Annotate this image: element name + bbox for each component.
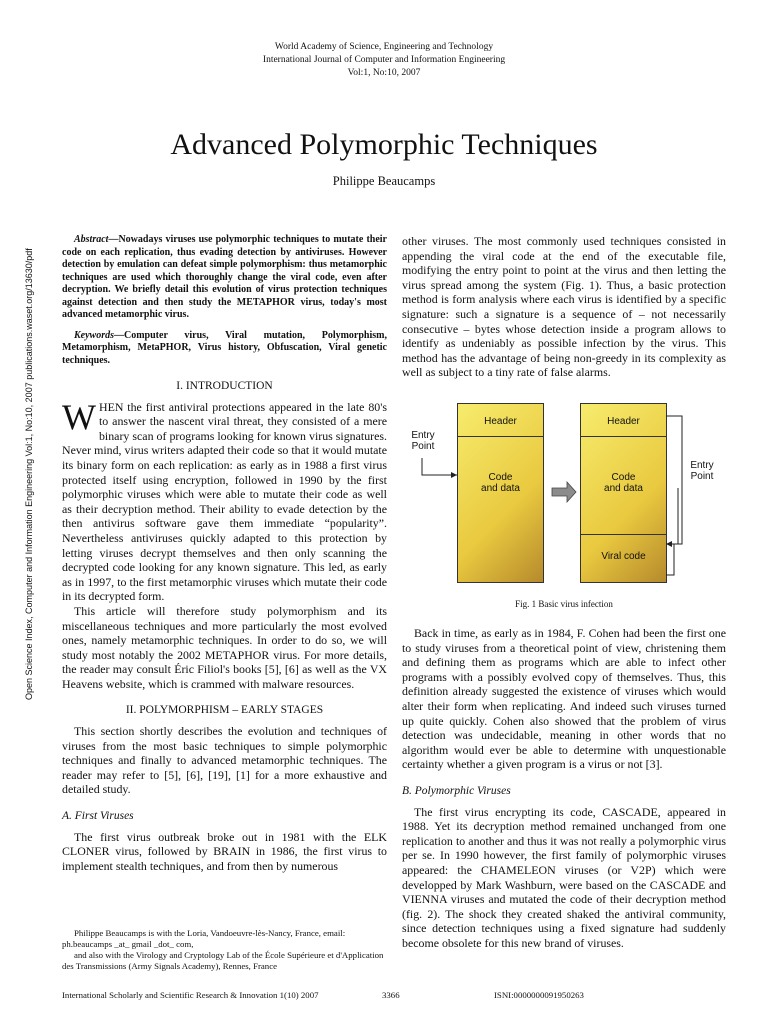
left-column [62, 234, 387, 873]
col2-paragraph-1: other viruses. The most commonly used techniques consisted in appending the viral code at the end of the executable file, modifying the entry point to point at the virus and then letting the virus spread among the system (Fig. 1). Thus, a basic protection method is form analysis where each virus is identified by a specific signature: such a signature is a sequence of – not necessarily consecutive – bytes whose detection inside a program allows to identify as undeniably as possible infection by the virus. This method has the advantage of being non-greedy in its complexity as well as subject to a tiny rate of false alarms. [402, 234, 726, 380]
code-label-left: Code and data [481, 472, 520, 494]
section-title-introduction: I. INTRODUCTION [176, 380, 273, 392]
header-label-right: Header [607, 416, 640, 427]
journal-header-line3: Vol:1, No:10, 2007 [347, 68, 421, 78]
col2-paragraph-2: Back in time, as early as in 1984, F. Cohen had been the first one to study viruses from a theoretical point of view, christening them and defining them as programs which are able to infect other programs with a possibly evolved copy of themselves. Thus, this definition already suggested the existence of viruses which would alter their form when replicating. And indeed such viruses turned up quite quickly. Cohen also showed that the problem of virus detection was undecidable, meaning in other words that no algorithm would ever be able to determine with unquestionable certainty whether a given program is a virus or not [3]. [402, 626, 726, 772]
right-column-top [402, 234, 726, 380]
abstract-text: —Nowadays viruses use polymorphic techniques to mutate their code on each replication, thus evading detection by antiviruses. However detection by emulation can defeat simple polymorphism: thus metamorphic techniques are used which thoroughly change the viral code, even after decryption. We briefly detail this evolution of virus protection techniques against detection and then study the METAPHOR virus, today's most advanced metamorphic virus. [62, 234, 387, 320]
figure-1 [402, 400, 726, 585]
footer-publisher: International Scholarly and Scientific Research & Innovation 1(10) 2007 [62, 990, 319, 1000]
drop-cap: W [62, 396, 96, 437]
viral-code-label: Viral code [601, 551, 646, 562]
sidebar-citation[interactable]: Open Science Index, Computer and Information Engineering Vol:1, No:10, 2007 publications.waset.org/13630/pdf [24, 248, 34, 700]
subsection-first-viruses: A. First Viruses [62, 810, 134, 823]
footnote [62, 928, 387, 972]
intro-paragraph-1: HEN the first antiviral protections appeared in the late 80's to answer the nascent viral threat, they consisted of a mere binary scan of programs looking for known virus signatures. Never mind, virus writers adapted their code so that it would mutate its binary form on each replication: as early as in 1988 a first virus protected itself using encryption, followed in 1990 by the first polymorphic viruses which were able to mutate their code as well as their decryption method. Their ability to evade detection by the then antivirus software gave them immediate “popularity”. Nevertheless antiviruses quickly adapted to this protection by letting viruses decrypt themselves and then only scanning the decrypted code looking for any known signature. This led, as early as in 1997, to the first metamorphic viruses which mutate their code in its decrypted form. [62, 399, 387, 604]
first-viruses-paragraph: The first virus outbreak broke out in 1981 with the ELK CLONER virus, followed by BRAIN in 1986, the first virus to implement stealth techniques, and from then by numerous [62, 829, 387, 873]
footer-isni: ISNI:0000000091950263 [494, 990, 584, 1000]
col2-paragraph-3: The first virus encrypting its code, CASCADE, appeared in 1988. Yet its decryption method remained unchanged from one replication to another and thus it was not really a polymorphic virus per se. In 1990 however, the first family of polymorphic viruses appeared: the CHAMELEON viruses (or V2P) which were developped by Mark Washburn, were based on the CASCADE and VIENNA viruses and mutated the code of their decryption method (fig. 2). The shock they created shaked the antiviral community, since detection techniques using a fixed signature had suddenly become obsolete for this new brand of viruses. [402, 804, 726, 950]
polymorphism-paragraph-1: This section shortly describes the evolution and techniques of viruses from the most basic techniques to simple polymorphic techniques and finally to advanced metamorphic techniques. The reader may refer to [5], [6], [19], [1] for a more exhaustive and detailed study. [62, 724, 387, 797]
paper-author: Philippe Beaucamps [332, 174, 436, 188]
journal-header-line1: World Academy of Science, Engineering and Technology [274, 42, 494, 52]
header-label-left: Header [484, 416, 517, 427]
section-title-polymorphism: II. POLYMORPHISM – EARLY STAGES [125, 704, 324, 717]
footnote-affiliation-2: and also with the Virology and Cryptology Lab of the École Supérieure et d'Application des Transmissions (Army Signals Academy), Rennes, France [62, 950, 384, 971]
abstract-label: Abstract [74, 234, 109, 245]
footer-page-number: 3366 [382, 990, 400, 1000]
figure-arrows [402, 400, 726, 585]
code-label-right: Code and data [604, 472, 643, 494]
right-column-bottom [402, 626, 726, 950]
intro-paragraph-2: This article will therefore study polymorphism and its miscellaneous techniques and more particularly the most evolved ones, namely metamorphic techniques. In order to do so, we will study most notably the 2002 METAPHOR virus. For more details, the reader may consult Éric Filiol's books [5], [6] as well as the VX Heavens website, which is crammed with malware resources. [62, 603, 387, 691]
subsection-polymorphic-viruses: B. Polymorphic Viruses [402, 784, 511, 797]
keywords-label: Keywords [74, 329, 114, 341]
footnote-affiliation: Philippe Beaucamps is with the Loria, Vandoeuvre-lès-Nancy, France, email: ph.beaucamps _at_ gmail _dot_ com, [62, 928, 346, 949]
abstract [62, 234, 387, 367]
paper-title: Advanced Polymorphic Techniques [170, 128, 598, 161]
figure-1-caption: Fig. 1 Basic virus infection [515, 599, 613, 609]
journal-header-line2: International Journal of Computer and Information Engineering [262, 55, 506, 65]
entry-point-label-right: Entry Point [690, 460, 714, 482]
journal-header [0, 41, 768, 80]
keywords-text: —Computer virus, Viral mutation, Polymorphism, Metamorphism, MetaPHOR, Virus history, Obfuscation, Viral genetic techniques. [62, 329, 387, 366]
entry-point-label-left: Entry Point [411, 430, 435, 452]
